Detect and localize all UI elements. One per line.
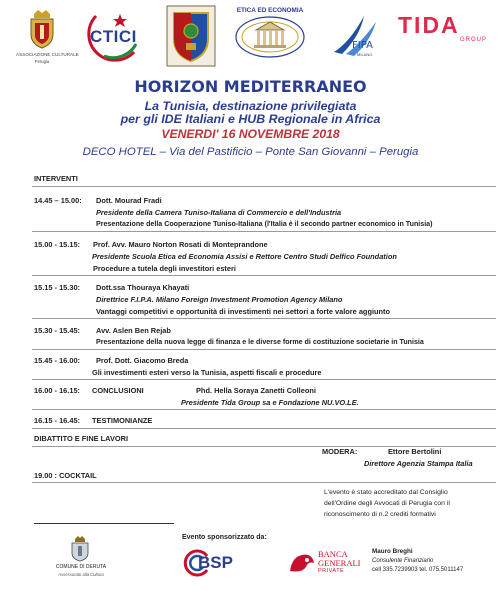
session-6-speaker: Phd. Hella Soraya Zanetti Colleoni [196,386,316,395]
fipa-swoosh-icon [330,12,382,62]
comune-logo [46,536,116,586]
event-subtitle-line1: La Tunisia, destinazione privilegiata [144,99,357,113]
contact-phone: cell 335.7239903 tel. 075.5011147 [372,567,464,573]
ctici-wordmark: CTICI [90,27,137,46]
accreditation-line-3: riconoscimento di n.2 crediti formativi [324,511,436,518]
accreditation-line-2: dell'Ordine degli Avvocati di Perugia con il [324,500,450,507]
event-venue: DECO HOTEL – Via del Pastificio – Ponte San Giovanni – Perugia [82,146,419,158]
session-6-time: 16.00 - 16.15: [34,386,81,395]
divider [32,428,496,429]
event-title: HORIZON MEDITERRANEO [134,77,367,96]
tida-logo [396,12,492,48]
session-4-time: 15.30 - 15.45: [34,326,81,335]
session-4-speaker: Avv. Aslen Ben Rejab [96,326,171,335]
comune-name: COMUNE DI DERUTA [55,564,107,570]
etica-caption: ETICA ED ECONOMIA [236,7,304,14]
cocktail-label: 19.00 : COCKTAIL [34,471,97,480]
banca-generali-logo [288,549,368,583]
session-1-speaker: Dott. Mourad Fradi [96,196,162,205]
banca-line-1: BANCA [318,549,348,559]
tida-subcaption: GROUP [460,37,488,43]
heraldic-logo [166,5,216,67]
session-3-time: 15.15 - 15.30: [34,283,81,292]
heraldic-shield-icon [166,5,216,67]
lion-icon [288,551,316,575]
contact-name: Mauro Breghi [372,548,413,555]
session-6-role: Presidente Tida Group sa e Fondazione NU.VO.LE. [181,398,359,407]
crest-icon [22,8,62,50]
crest-logo [16,8,79,64]
ctici-logo [74,6,150,64]
session-3-topic: Vantaggi competitivi e opportunità di investimenti nei settori a forte valore aggiunto [96,307,391,316]
session-2-topic: Procedure a tutela degli investitori esteri [93,264,236,273]
session-4-topic: Presentazione della nuova legge di finanza e le diverse forme di costituzione societarie in Tunisia [96,338,424,346]
session-1-role: Presidente della Camera Tuniso-Italiana di Commercio e dell'Industria [96,208,342,217]
divider [32,482,496,483]
session-6-label: CONCLUSIONI [92,386,144,395]
section-label-interventi: INTERVENTI [34,174,78,183]
crest-caption: ASSOCIAZIONE CULTURALE [16,52,79,57]
divider [32,379,496,380]
divider [32,186,496,187]
fipa-logo [330,12,382,62]
comune-crest-icon [69,536,91,562]
bsp-logo [182,548,242,578]
moderator-role: Direttore Agenzia Stampa Italia [364,459,473,468]
tida-wordmark: TIDA [398,12,460,38]
contact-role: Consulente Finanziario [372,558,434,564]
session-7-label: TESTIMONIANZE [92,416,153,425]
divider [32,409,496,410]
footer-divider [34,523,174,524]
divider [32,349,496,350]
banca-line-3: PRIVATE [318,568,345,574]
moderator-name: Ettore Bertolini [388,447,442,456]
divider [32,231,496,232]
session-5-speaker: Prof. Dott. Giacomo Breda [96,356,189,365]
crest-subcaption: Perugia [34,59,50,64]
session-5-topic: Gli investimenti esteri verso la Tunisia, aspetti fiscali e procedure [92,368,322,377]
sponsor-label: Evento sponsorizzato da: [182,534,267,541]
divider [32,275,496,276]
debate-label: DIBATTITO E FINE LAVORI [34,434,129,443]
fipa-wordmark: FIPA [352,40,373,51]
event-subtitle-line2: per gli IDE Italiani e HUB Regionale in Africa [120,112,381,126]
session-5-time: 15.45 - 16.00: [34,356,81,365]
bsp-wordmark: BSP [198,553,233,572]
header-logos [0,0,501,72]
session-2-speaker: Prof. Avv. Mauro Norton Rosati di Monteprandone [93,240,268,249]
banca-line-2: GENERALI [318,558,361,568]
session-2-time: 15.00 - 15.15: [34,240,81,249]
event-date: VENERDI' 16 NOVEMBRE 2018 [161,127,340,141]
session-7-time: 16.15 - 16.45: [34,416,81,425]
fipa-subcaption: MILANO [357,52,373,57]
session-1-time: 14.45 – 15.00: [34,196,82,205]
session-3-speaker: Dott.ssa Thouraya Khayati [96,283,190,292]
session-3-role: Direttrice F.I.P.A. Milano Foreign Investment Promotion Agency Milano [96,295,343,304]
session-1-topic: Presentazione della Cooperazione Tuniso-Italiana (l'Italia è il secondo partner economico in Tunisia) [96,220,433,228]
etica-logo [232,4,308,66]
moderator-label: MODERA: [322,447,358,456]
divider [32,318,496,319]
session-2-role: Presidente Scuola Etica ed Economia Assisi e Rettore Centro Studi Delfico Foundation [92,252,397,261]
accreditation-line-1: L'evento è stato accreditato dal Consiglio [324,489,448,496]
comune-subcaption: Assessorato alla Cultura [58,572,104,577]
